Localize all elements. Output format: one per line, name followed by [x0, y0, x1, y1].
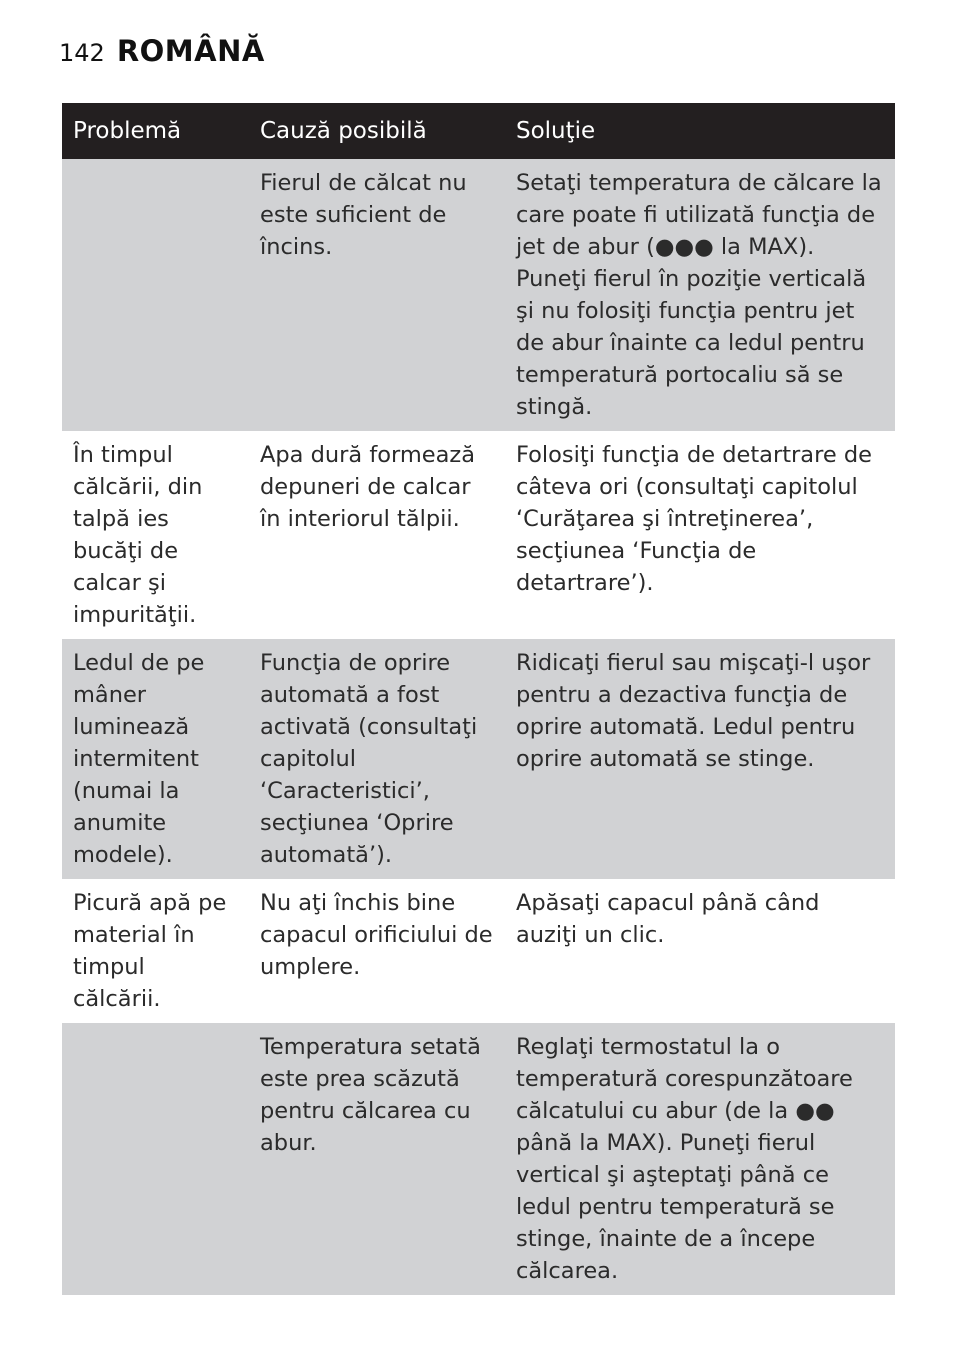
cause-cell: Apa dură formează depuneri de calcar în interiorul tălpii. [260, 442, 476, 532]
cause-cell: Funcţia de oprire automată a fost activată (consultaţi capitolul ‘Caracteristici’, secţiunea ‘Oprire automată’). [249, 639, 505, 879]
troubleshooting-table [62, 103, 895, 1295]
cause-cell: Fierul de călcat nu este suficient de încins. [249, 159, 505, 431]
page-number: 142 [59, 39, 105, 67]
table-row [62, 431, 895, 639]
solution-cell: Ridicaţi fierul sau mişcaţi-l uşor pentru a dezactiva funcţia de oprire automată. Ledul pentru oprire automată se stinge. [505, 639, 895, 879]
cause-cell: Nu aţi închis bine capacul orificiului de umplere. [260, 890, 493, 980]
page-language-title: ROMÂNĂ [116, 34, 265, 68]
page-header [59, 34, 265, 74]
table-row [62, 1023, 895, 1295]
problem-cell: Picură apă pe material în timpul călcării. [73, 890, 227, 1012]
table-row [62, 879, 895, 1023]
table-row [62, 159, 895, 431]
header-cause: Cauză posibilă [249, 103, 505, 159]
problem-cell [62, 1023, 249, 1295]
header-solution: Soluţie [505, 103, 895, 159]
solution-cell: Apăsaţi capacul până când auziţi un clic. [516, 890, 820, 948]
table-row [62, 639, 895, 879]
table-header-row [62, 103, 895, 159]
solution-cell: Reglaţi termostatul la o temperatură corespunzătoare călcatului cu abur (de la ●● până la MAX). Puneţi fierul vertical şi aşteptaţi până ce ledul pentru temperatură se stinge, înainte de a începe călcarea. [505, 1023, 895, 1295]
solution-cell: Folosiţi funcţia de detartrare de câteva ori (consultaţi capitolul ‘Curăţarea şi întreţinerea’, secţiunea ‘Funcţia de detartrare’). [516, 442, 872, 596]
header-problem: Problemă [62, 103, 249, 159]
cause-cell: Temperatura setată este prea scăzută pentru călcarea cu abur. [249, 1023, 505, 1295]
problem-cell: În timpul călcării, din talpă ies bucăţi de calcar şi impurităţii. [73, 442, 203, 628]
problem-cell: Ledul de pe mâner luminează intermitent (numai la anumite modele). [62, 639, 249, 879]
problem-cell [62, 159, 249, 431]
solution-cell: Setaţi temperatura de călcare la care poate fi utilizată funcţia de jet de abur (●●● la MAX). Puneţi fierul în poziţie verticală şi nu folosiţi funcţia pentru jet de abur înainte ca ledul pentru temperatură portocaliu să se stingă. [505, 159, 895, 431]
